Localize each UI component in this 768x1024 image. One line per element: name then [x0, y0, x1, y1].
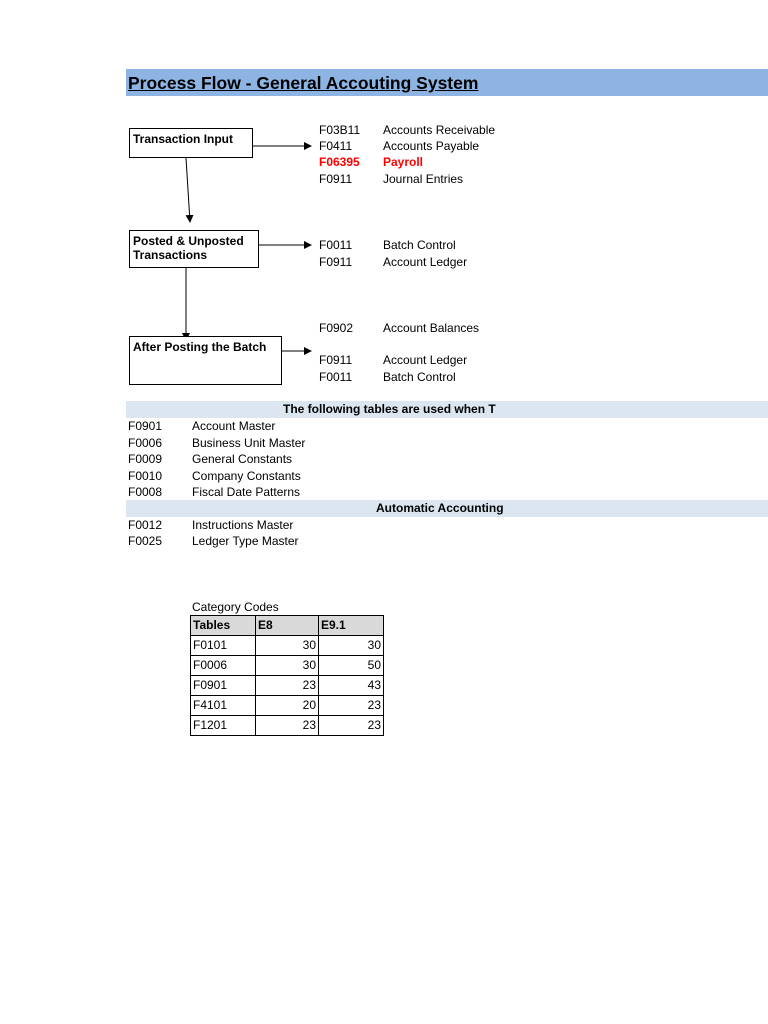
table-code: F0911	[319, 172, 353, 186]
table-code: F03B11	[319, 123, 361, 137]
column-header: E9.1	[319, 616, 384, 636]
list-code: F0012	[128, 518, 163, 532]
arrow-input-to-posted	[186, 158, 190, 222]
list-desc: Company Constants	[192, 469, 301, 483]
column-header: Tables	[191, 616, 256, 636]
table-code: F0011	[319, 370, 353, 384]
table-header-row	[191, 616, 384, 636]
section-band	[126, 401, 768, 418]
table-desc: Account Ledger	[383, 353, 468, 367]
category-codes-table	[190, 615, 384, 736]
table-desc: Accounts Receivable	[383, 123, 496, 137]
list-desc: Ledger Type Master	[192, 534, 299, 548]
table-cell: F0101	[191, 636, 256, 656]
table-desc-highlight: Payroll	[383, 155, 424, 169]
table-code: F0411	[319, 139, 353, 153]
list-desc: Business Unit Master	[192, 436, 306, 450]
list-desc: Fiscal Date Patterns	[192, 485, 301, 499]
list-code: F0009	[128, 452, 163, 466]
table-cell: F1201	[191, 716, 256, 736]
flow-step-transaction-input	[129, 128, 253, 158]
category-codes-caption: Category Codes	[192, 600, 279, 614]
flow-step-label: Transaction Input	[133, 132, 234, 146]
page-title: Process Flow - General Accouting System	[128, 73, 479, 93]
table-row	[191, 696, 384, 716]
list-desc: Instructions Master	[192, 518, 294, 532]
table-code-highlight: F06395	[319, 155, 360, 169]
list-code: F0901	[128, 419, 163, 433]
flow-step-posted-unposted	[129, 230, 259, 268]
table-code: F0011	[319, 238, 353, 252]
column-header: E8	[256, 616, 319, 636]
table-cell: F0901	[191, 676, 256, 696]
table-cell: 30	[256, 656, 319, 676]
list-code: F0006	[128, 436, 163, 450]
table-cell: 20	[256, 696, 319, 716]
table-code: F0902	[319, 321, 354, 335]
table-code: F0911	[319, 353, 353, 367]
title-bar	[126, 69, 768, 96]
list-desc: Account Master	[192, 419, 276, 433]
flow-step-label: Posted & Unposted	[133, 234, 244, 248]
table-cell: 30	[319, 636, 384, 656]
list-desc: General Constants	[192, 452, 293, 466]
table-cell: 23	[256, 676, 319, 696]
table-desc: Account Balances	[383, 321, 480, 335]
table-row	[191, 636, 384, 656]
table-cell: 30	[256, 636, 319, 656]
table-cell: 50	[319, 656, 384, 676]
table-cell: 43	[319, 676, 384, 696]
flow-step-after-posting	[129, 336, 282, 385]
flow-step-label: After Posting the Batch	[133, 340, 267, 354]
table-desc: Accounts Payable	[383, 139, 480, 153]
table-row	[191, 656, 384, 676]
list-code: F0025	[128, 534, 163, 548]
list-code: F0008	[128, 485, 163, 499]
table-cell: F4101	[191, 696, 256, 716]
table-cell: F0006	[191, 656, 256, 676]
table-desc: Journal Entries	[383, 172, 464, 186]
table-cell: 23	[319, 696, 384, 716]
table-row	[191, 676, 384, 696]
table-cell: 23	[256, 716, 319, 736]
table-cell: 23	[319, 716, 384, 736]
list-code: F0010	[128, 469, 163, 483]
table-desc: Batch Control	[383, 238, 456, 252]
section-band	[126, 500, 768, 517]
table-code: F0911	[319, 255, 353, 269]
table-desc: Account Ledger	[383, 255, 468, 269]
section-heading: The following tables are used when T	[283, 402, 496, 416]
section-heading: Automatic Accounting	[376, 501, 504, 515]
flow-step-label: Transactions	[133, 248, 208, 262]
table-row	[191, 716, 384, 736]
table-desc: Batch Control	[383, 370, 456, 384]
